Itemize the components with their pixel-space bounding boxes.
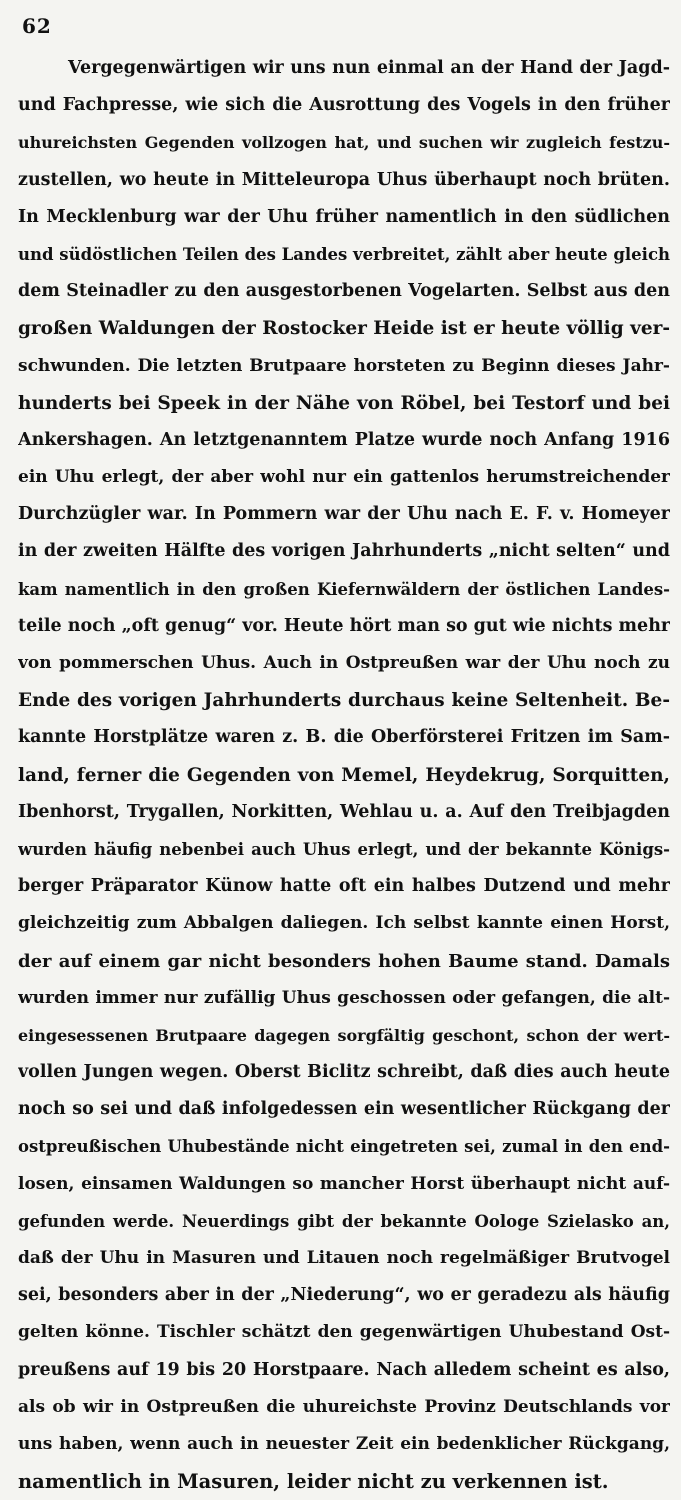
text-line: sei, besonders aber in der „Niederung“, wo er geradezu als häufig bbox=[18, 1285, 670, 1306]
text-line: Vergegenwärtigen wir uns nun einmal an der Hand der Jagd- bbox=[68, 58, 670, 78]
text-line: losen, einsamen Waldungen so mancher Horst überhaupt nicht auf- bbox=[18, 1173, 670, 1194]
text-line: berger Präparator Künow hatte oft ein halbes Dutzend und mehr bbox=[18, 876, 670, 897]
text-line: ein Uhu erlegt, der aber wohl nur ein gattenlos herumstreichender bbox=[18, 467, 670, 488]
text-line: daß der Uhu in Masuren und Litauen noch regelmäßiger Brutvogel bbox=[18, 1248, 670, 1268]
text-line: eingesessenen Brutpaare dagegen sorgfältig geschont, schon der wert- bbox=[18, 1025, 670, 1045]
text-line: dem Steinadler zu den ausgestorbenen Vogelarten. Selbst aus den bbox=[18, 281, 670, 302]
text-line: Ibenhorst, Trygallen, Norkitten, Wehlau u. a. Auf den Treibjagden bbox=[18, 801, 670, 822]
text-line: In Mecklenburg war der Uhu früher namentlich in den südlichen bbox=[18, 206, 670, 227]
text-line: und südöstlichen Teilen des Landes verbreitet, zählt aber heute gleich bbox=[18, 244, 670, 264]
text-line: als ob wir in Ostpreußen die uhureichste Provinz Deutschlands vor bbox=[18, 1396, 670, 1417]
text-line: gleichzeitig zum Abbalgen daliegen. Ich selbst kannte einen Horst, bbox=[18, 913, 670, 934]
text-line: land, ferner die Gegenden von Memel, Heydekrug, Sorquitten, bbox=[18, 764, 670, 786]
text-line: gelten könne. Tischler schätzt den gegenwärtigen Uhubestand Ost- bbox=[18, 1322, 670, 1343]
text-line: ostpreußischen Uhubestände nicht eingetreten sei, zumal in den end- bbox=[18, 1137, 670, 1157]
text-line: kam namentlich in den großen Kiefernwäldern der östlichen Landes- bbox=[18, 579, 670, 599]
text-line: uns haben, wenn auch in neuester Zeit ein bedenklicher Rückgang, bbox=[18, 1433, 670, 1454]
text-line: gefunden werde. Neuerdings gibt der bekannte Oologe Szielasko an, bbox=[18, 1211, 670, 1231]
text-line: Ende des vorigen Jahrhunderts durchaus keine Seltenheit. Be- bbox=[18, 690, 670, 712]
text-line: noch so sei und daß infolgedessen ein wesentlicher Rückgang der bbox=[18, 1099, 670, 1120]
text-line: wurden immer nur zufällig Uhus geschossen oder gefangen, die alt- bbox=[18, 987, 670, 1008]
text-line: teile noch „oft genug“ vor. Heute hört man so gut wie nichts mehr bbox=[18, 615, 670, 636]
text-line: schwunden. Die letzten Brutpaare horsteten zu Beginn dieses Jahr- bbox=[18, 355, 670, 376]
text-line: vollen Jungen wegen. Oberst Biclitz schreibt, daß dies auch heute bbox=[18, 1062, 670, 1083]
text-line: preußens auf 19 bis 20 Horstpaare. Nach alledem scheint es also, bbox=[18, 1359, 670, 1380]
text-line: kannte Horstplätze waren z. B. die Oberförsterei Fritzen im Sam- bbox=[18, 727, 670, 748]
body-paragraph bbox=[18, 50, 670, 1500]
text-line: großen Waldungen der Rostocker Heide ist er heute völlig ver- bbox=[18, 318, 670, 340]
text-line: und Fachpresse, wie sich die Ausrottung des Vogels in den früher bbox=[18, 95, 670, 116]
text-line: von pommerschen Uhus. Auch in Ostpreußen war der Uhu noch zu bbox=[18, 653, 670, 673]
text-line: namentlich in Masuren, leider nicht zu verkennen ist. bbox=[18, 1470, 609, 1494]
page-number: 62 bbox=[22, 14, 52, 38]
text-line: zustellen, wo heute in Mitteleuropa Uhus überhaupt noch brüten. bbox=[18, 169, 670, 190]
text-line: wurden häufig nebenbei auch Uhus erlegt, und der bekannte Königs- bbox=[18, 839, 670, 859]
text-line: der auf einem gar nicht besonders hohen Baume stand. Damals bbox=[18, 950, 670, 972]
text-line: in der zweiten Hälfte des vorigen Jahrhunderts „nicht selten“ und bbox=[18, 541, 670, 562]
text-line: hunderts bei Speek in der Nähe von Röbel, bei Testorf und bei bbox=[18, 392, 670, 414]
text-line: Ankershagen. An letztgenanntem Platze wurde noch Anfang 1916 bbox=[18, 429, 670, 450]
text-line: Durchzügler war. In Pommern war der Uhu nach E. F. v. Homeyer bbox=[18, 504, 670, 525]
text-line: uhureichsten Gegenden vollzogen hat, und suchen wir zugleich festzu- bbox=[18, 133, 670, 153]
